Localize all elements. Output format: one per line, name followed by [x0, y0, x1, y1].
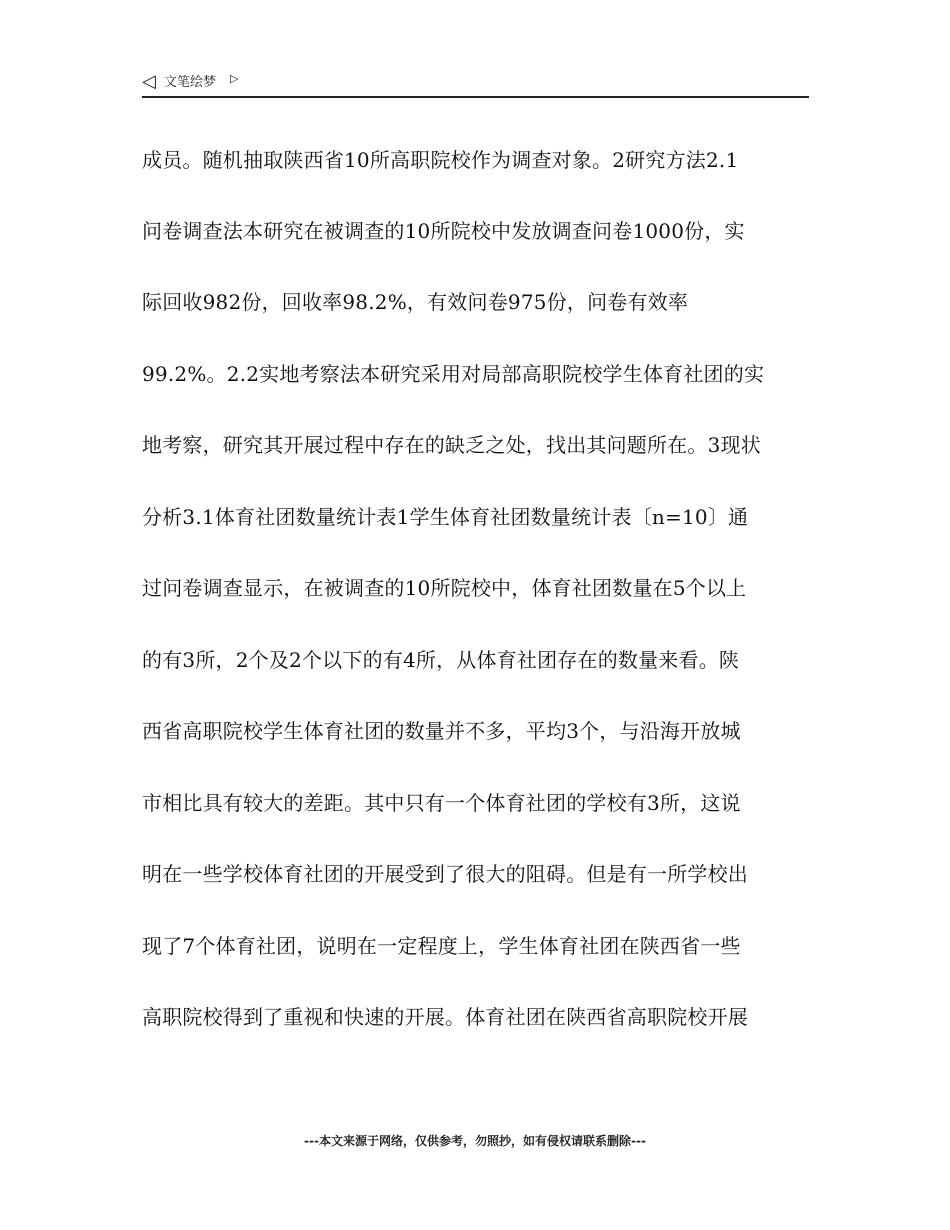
page-header	[142, 70, 809, 98]
footer-notice: ---本文来源于网络，仅供参考，勿照抄，如有侵权请联系删除---	[304, 1134, 646, 1148]
text-line: 成员。随机抽取陕西省10所高职院校作为调查对象。2研究方法2.1	[142, 148, 739, 172]
triangle-left-icon: ◁	[142, 71, 156, 92]
text-line: 明在一些学校体育社团的开展受到了很大的阻碍。但是有一所学校出	[142, 862, 748, 886]
text-line: 市相比具有较大的差距。其中只有一个体育社团的学校有3所，这说	[142, 791, 741, 815]
text-line: 西省高职院校学生体育社团的数量并不多，平均3个，与沿海开放城	[142, 719, 741, 743]
text-line: 地考察，研究其开展过程中存在的缺乏之处，找出其问题所在。3现状	[142, 433, 761, 457]
text-line: 问卷调查法本研究在被调查的10所院校中发放调查问卷1000份，实	[142, 219, 745, 243]
text-line: 现了7个体育社团，说明在一定程度上，学生体育社团在陕西省一些	[142, 934, 741, 958]
text-line: 际回收982份，回收率98.2%，有效问卷975份，问卷有效率	[142, 290, 689, 314]
text-line: 的有3所，2个及2个以下的有4所，从体育社团存在的数量来看。陕	[142, 648, 740, 672]
triangle-right-icon: ▷	[230, 72, 239, 85]
text-line: 过问卷调查显示，在被调查的10所院校中，体育社团数量在5个以上	[142, 576, 747, 600]
text-line: 高职院校得到了重视和快速的开展。体育社团在陕西省高职院校开展	[142, 1005, 748, 1029]
text-line: 分析3.1体育社团数量统计表1学生体育社团数量统计表〔n=10〕通	[142, 505, 749, 529]
text-line: 99.2%。2.2实地考察法本研究采用对局部高职院校学生体育社团的实	[142, 362, 765, 386]
header-title: 文笔绘梦	[164, 75, 217, 90]
